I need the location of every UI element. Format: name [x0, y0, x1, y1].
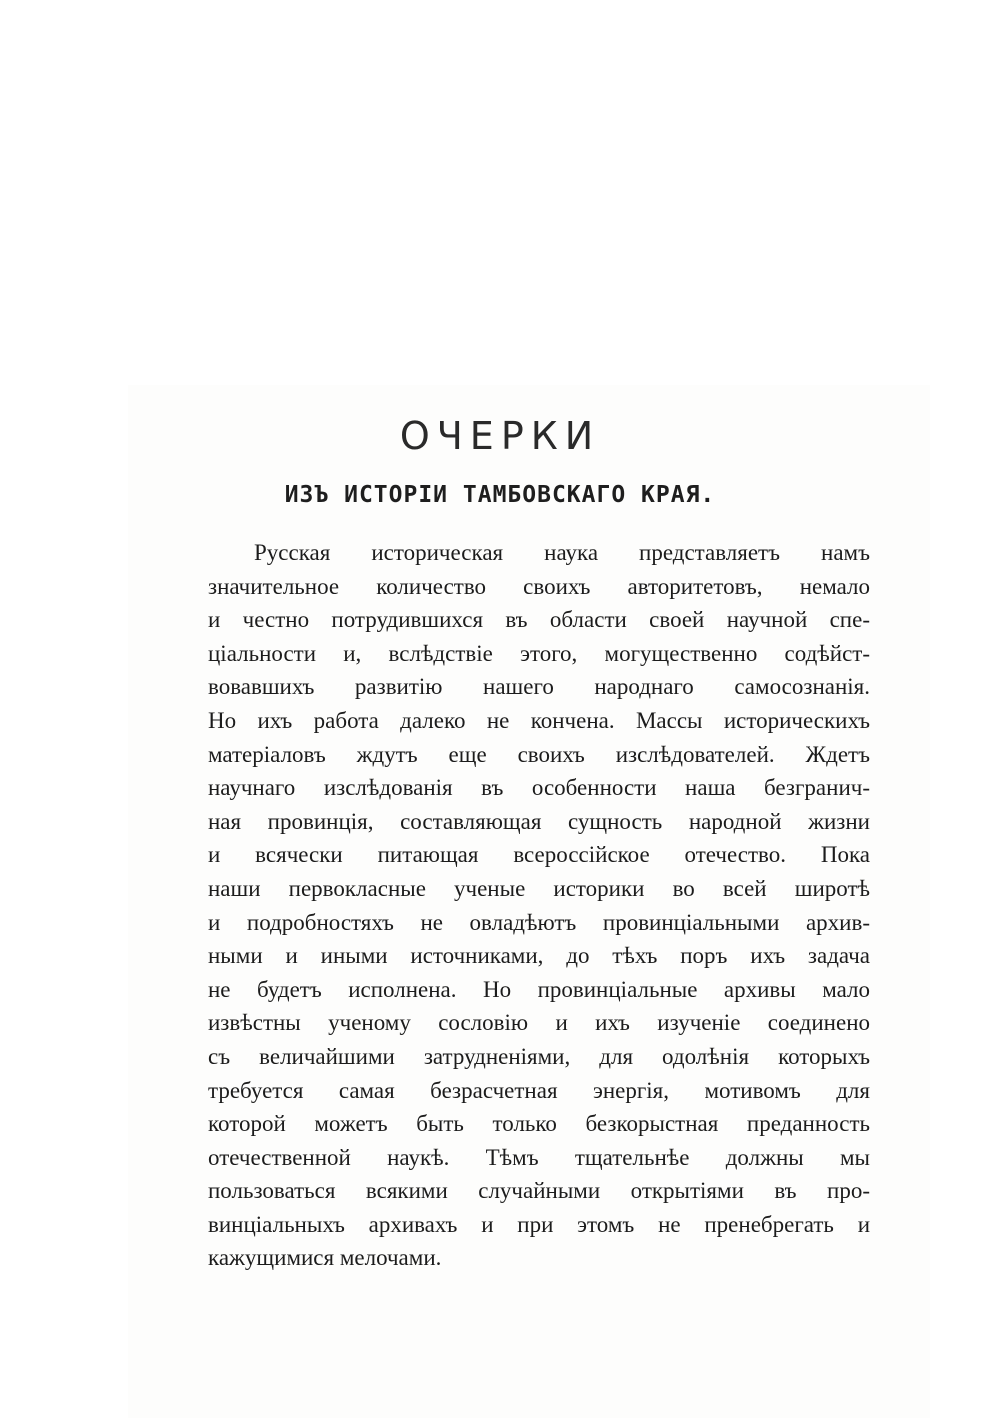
paragraph-line: винціальныхъ архивахъ и при этомъ не пренебрегать и	[208, 1211, 870, 1237]
paragraph-line: ная провинція, составляющая сущность народной жизни	[208, 808, 870, 834]
paragraph-line: требуется самая безрасчетная энергія, мотивомъ для	[208, 1077, 870, 1103]
paragraph-line: и подробностяхъ не овладѣютъ провинціальными архив-	[208, 909, 870, 935]
paragraph-line-last: кажущимися мелочами.	[208, 1245, 442, 1271]
paragraph-line: значительное количество своихъ авторитетовъ, немало	[208, 573, 870, 599]
paragraph-line: ными и иными источниками, до тѣхъ поръ ихъ задача	[208, 943, 870, 969]
paragraph-line: научнаго изслѣдованія въ особенности наша безгранич-	[208, 775, 870, 801]
paragraph-line: ціальности и, вслѣдствіе этого, могущественно содѣйст-	[208, 640, 870, 666]
paragraph-line: съ величайшими затрудненіями, для одолѣнія которыхъ	[208, 1043, 870, 1069]
paragraph-line: и всячески питающая всероссійское отечество. Пока	[208, 842, 870, 868]
paragraph-line: матеріаловъ ждутъ еще своихъ изслѣдователей. Ждетъ	[208, 741, 870, 767]
paragraph-line: извѣстны ученому сословію и ихъ изученіе соединено	[208, 1010, 870, 1036]
page-title: ОЧЕРКИ	[399, 414, 601, 458]
paragraph-line: которой можетъ быть только безкорыстная преданность	[208, 1111, 870, 1137]
paragraph-line: пользоваться всякими случайными открытіями въ про-	[208, 1178, 870, 1204]
body-paragraph	[208, 536, 870, 1275]
paragraph-line: не будетъ исполнена. Но провинціальные архивы мало	[208, 976, 870, 1002]
page-subtitle: ИЗЪ ИСТОРІИ ТАМБОВСКАГО КРАЯ.	[284, 482, 716, 508]
paragraph-line: Русская историческая наука представляетъ намъ	[254, 540, 870, 565]
paragraph-line: Но ихъ работа далеко не кончена. Массы историческихъ	[208, 707, 870, 733]
paragraph-line: и честно потрудившихся въ области своей научной спе-	[208, 607, 870, 633]
paragraph-line: отечественной наукѣ. Тѣмъ тщательнѣе должны мы	[208, 1144, 870, 1170]
paragraph-line: наши первокласные ученые историки во всей широтѣ	[208, 875, 870, 901]
paragraph-line: вовавшихъ развитію нашего народнаго самосознанія.	[208, 674, 870, 700]
